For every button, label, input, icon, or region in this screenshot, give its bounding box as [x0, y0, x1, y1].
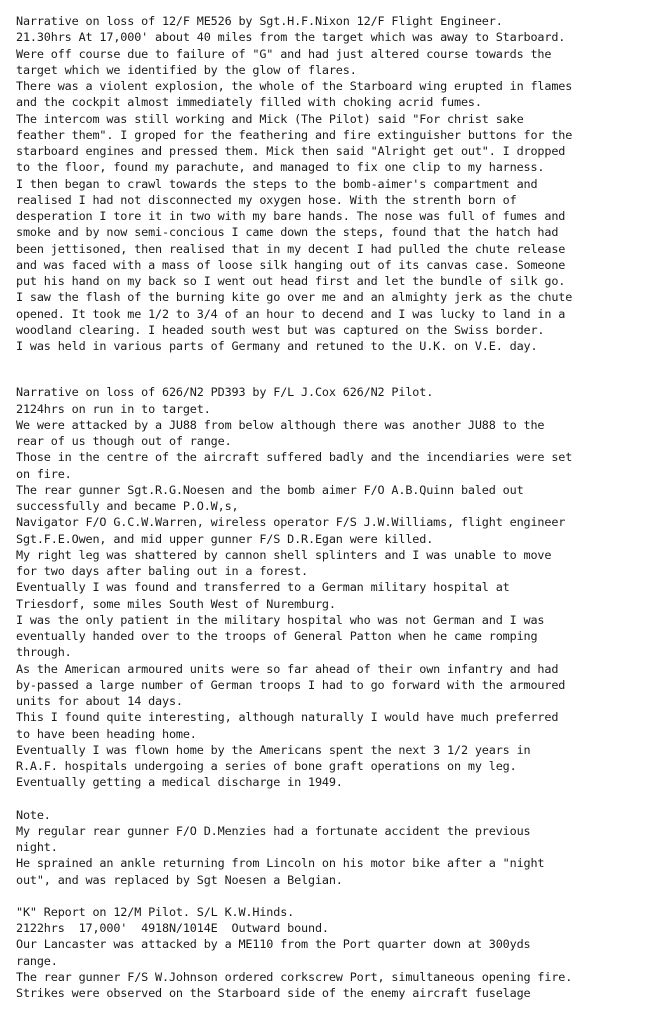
note-menzies — [16, 807, 646, 888]
text-line: desperation I tore it in two with my bare hands. The nose was full of fumes and — [16, 209, 566, 223]
text-line: successfully and became P.O.W,s, — [16, 499, 239, 513]
text-line: I saw the flash of the burning kite go over me and an almighty jerk as the chute — [16, 290, 573, 305]
text-line: rear of us though out of range. — [16, 434, 232, 448]
text-line: and was faced with a mass of loose silk hanging out of its canvas case. Someone — [16, 257, 566, 272]
section-divider-space — [16, 791, 646, 807]
text-line: units for about 14 days. — [16, 694, 183, 708]
text-line: range. — [16, 953, 58, 968]
text-line: realised I had not disconnected my oxygen hose. With the strenth born of — [16, 192, 517, 207]
text-line: and the cockpit almost immediately filled with choking acrid fumes. — [16, 95, 482, 110]
text-line: This I found quite interesting, although naturally I would have much preferred — [16, 710, 559, 725]
text-line: The rear gunner F/S W.Johnson ordered corkscrew Port, simultaneous opening fire. — [16, 969, 573, 984]
section-divider-space — [16, 354, 646, 384]
text-line: Narrative on loss of 626/N2 PD393 by F/L J.Cox 626/N2 Pilot. — [16, 385, 434, 400]
text-line: Note. — [16, 807, 51, 822]
text-line: My right leg was shattered by cannon shell splinters and I was unable to move — [16, 547, 552, 562]
text-line: Strikes were observed on the Starboard side of the enemy aircraft fuselage — [16, 986, 531, 1000]
text-line: R.A.F. hospitals undergoing a series of bone graft operations on my leg. — [16, 759, 517, 773]
text-line: Those in the centre of the aircraft suffered badly and the incendiaries were set — [16, 450, 573, 465]
text-line: "K" Report on 12/M Pilot. S/L K.W.Hinds. — [16, 904, 295, 919]
document-page — [16, 13, 646, 1001]
narrative-cox — [16, 384, 646, 790]
text-line: 2122hrs 17,000' 4918N/1014E Outward bound. — [16, 921, 329, 935]
text-line: out", and was replaced by Sgt Noesen a Belgian. — [16, 872, 343, 887]
text-line: I was the only patient in the military hospital who was not German and I was — [16, 612, 545, 627]
text-line: to have been heading home. — [16, 726, 197, 741]
text-line: target which we identified by the glow of flares. — [16, 62, 357, 77]
text-line: to the floor, found my parachute, and managed to fix one clip to my harness. — [16, 160, 545, 175]
text-line: Were off course due to failure of "G" and had just altered course towards the — [16, 46, 552, 61]
text-line: Our Lancaster was attacked by a ME110 from the Port quarter down at 300yds — [16, 937, 531, 952]
text-line: As the American armoured units were so far ahead of their own infantry and had — [16, 661, 559, 676]
text-line: Sgt.F.E.Owen, and mid upper gunner F/S D.R.Egan were killed. — [16, 531, 434, 546]
text-line: through. — [16, 645, 72, 660]
text-line: been jettisoned, then realised that in my decent I had pulled the chute release — [16, 241, 566, 256]
text-line: The intercom was still working and Mick (The Pilot) said "For christ sake — [16, 111, 524, 126]
text-line: He sprained an ankle returning from Lincoln on his motor bike after a "night — [16, 856, 545, 871]
text-line: woodland clearing. I headed south west but was captured on the Swiss border. — [16, 322, 545, 337]
text-line: feather them". I groped for the feathering and fire extinguisher buttons for the — [16, 127, 573, 142]
text-line: starboard engines and pressed them. Mick then said "Alright get out". I dropped — [16, 144, 566, 158]
text-line: smoke and by now semi-concious I came down the steps, found that the hatch had — [16, 225, 559, 240]
text-line: by-passed a large number of German troops I had to go forward with the armoured — [16, 677, 566, 692]
text-line: My regular rear gunner F/O D.Menzies had a fortunate accident the previous — [16, 823, 531, 838]
report-hinds — [16, 904, 646, 1002]
text-line: Eventually getting a medical discharge in 1949. — [16, 775, 343, 790]
text-line: I then began to crawl towards the steps to the bomb-aimer's compartment and — [16, 176, 538, 191]
text-line: 21.30hrs At 17,000' about 40 miles from the target which was away to Starboard. — [16, 30, 566, 45]
text-line: We were attacked by a JU88 from below although there was another JU88 to the — [16, 417, 545, 432]
text-line: eventually handed over to the troops of General Patton when he came romping — [16, 629, 538, 643]
text-line: There was a violent explosion, the whole of the Starboard wing erupted in flames — [16, 79, 573, 93]
narrative-nixon — [16, 13, 646, 354]
text-line: Eventually I was flown home by the Americans spent the next 3 1/2 years in — [16, 742, 531, 757]
text-line: Narrative on loss of 12/F ME526 by Sgt.H.F.Nixon 12/F Flight Engineer. — [16, 14, 503, 28]
text-line: on fire. — [16, 466, 72, 481]
text-line: Eventually I was found and transferred to a German military hospital at — [16, 580, 510, 595]
text-line: 2124hrs on run in to target. — [16, 401, 211, 416]
text-line: opened. It took me 1/2 to 3/4 of an hour to decend and I was lucky to land in a — [16, 306, 566, 321]
text-line: for two days after baling out in a forest. — [16, 564, 308, 578]
text-line: Navigator F/O G.C.W.Warren, wireless operator F/S J.W.Williams, flight engineer — [16, 515, 566, 530]
text-line: put his hand on my back so I went out head first and let the bundle of silk go. — [16, 274, 566, 288]
text-line: night. — [16, 840, 58, 854]
section-divider-space — [16, 888, 646, 904]
text-line: The rear gunner Sgt.R.G.Noesen and the bomb aimer F/O A.B.Quinn baled out — [16, 482, 524, 497]
text-line: I was held in various parts of Germany and retuned to the U.K. on V.E. day. — [16, 339, 538, 353]
text-line: Triesdorf, some miles South West of Nuremburg. — [16, 596, 336, 611]
